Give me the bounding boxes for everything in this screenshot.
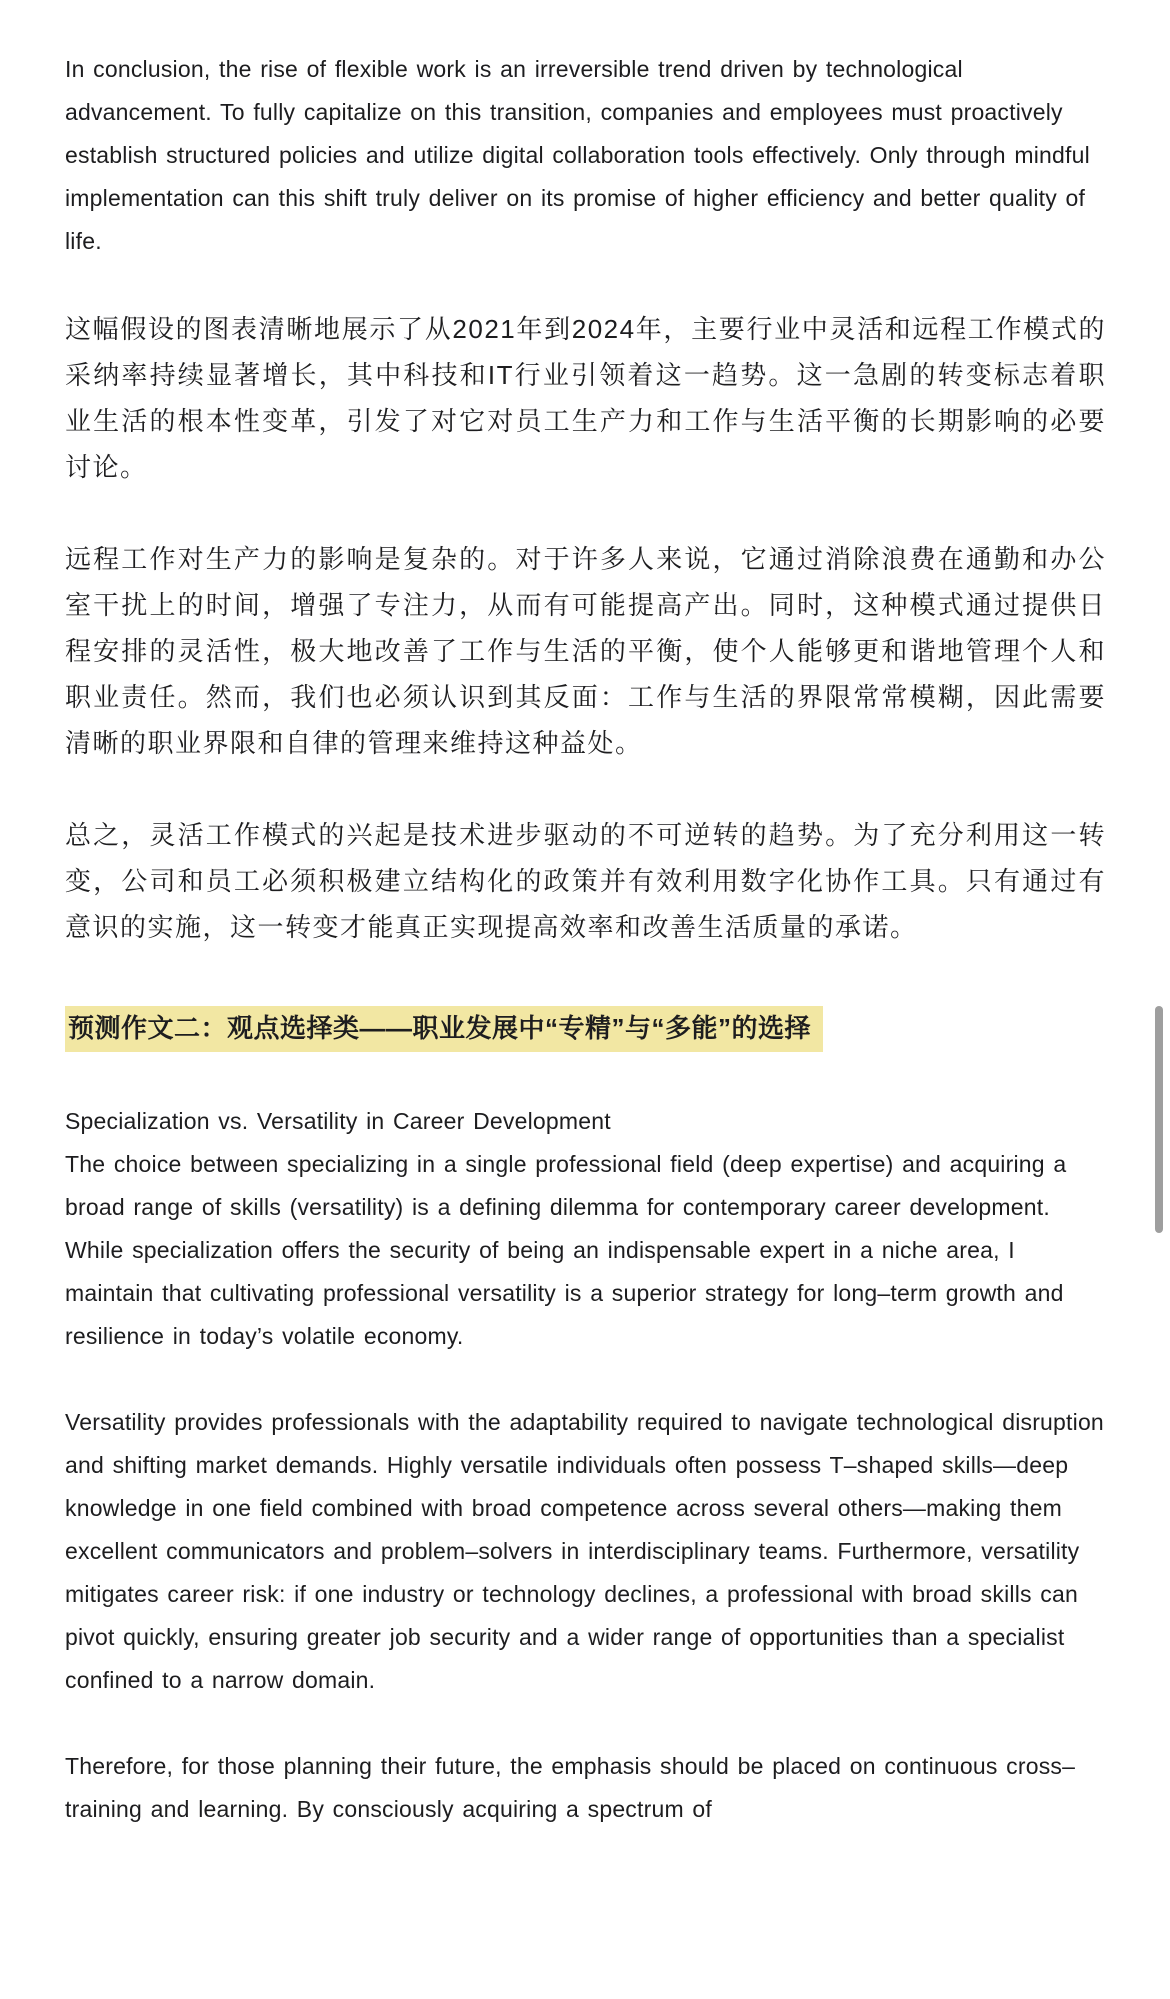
paragraph-zh-conclusion: 总之，灵活工作模式的兴起是技术进步驱动的不可逆转的趋势。为了充分利用这一转变，公司和员工必须积极建立结构化的政策并有效利用数字化协作工具。只有通过有意识的实施，这一转变才能真正实现提高效率和改善生活质量的承诺。 (65, 820, 1106, 942)
paragraph-zh-chart-summary: 这幅假设的图表清晰地展示了从2021年到2024年，主要行业中灵活和远程工作模式的采纳率持续显著增长，其中科技和IT行业引领着这一趋势。这一急剧的转变标志着职业生活的根本性变革，引发了对它对员工生产力和工作与生活平衡的长期影响的必要讨论。 (65, 314, 1106, 482)
paragraph-en-conclusion: In conclusion, the rise of flexible work is an irreversible trend driven by technological advancement. To fully capitalize on this transition, companies and employees must proactively establish structured policies and utilize digital collaboration tools effectively. Only through mindful implementation can this shift truly deliver on its promise of higher efficiency and better quality of life. (65, 56, 1090, 254)
paragraph-en-versatility: Versatility provides professionals with the adaptability required to navigate technological disruption and shifting market demands. Highly versatile individuals often possess T–shaped skills—deep knowledge in one field combined with broad competence across several others—making them excellent communicators and problem–solvers in interdisciplinary teams. Furthermore, versatility mitigates career risk: if one industry or technology declines, a professional with broad skills can pivot quickly, ensuring greater job security and a wider range of opportunities than a specialist confined to a narrow domain. (65, 1409, 1104, 1693)
essay-title: Specialization vs. Versatility in Career Development (65, 1108, 611, 1134)
section-heading (65, 1006, 1106, 1050)
paragraph-en-therefore: Therefore, for those planning their future, the emphasis should be placed on continuous cross–training and learning. By consciously acquiring a spectrum of (65, 1753, 1076, 1822)
scrollbar-thumb[interactable] (1155, 1006, 1163, 1233)
heading-highlight: 预测作文二：观点选择类——职业发展中“专精”与“多能”的选择 (65, 1006, 823, 1052)
paragraph-en-choice: The choice between specializing in a single professional field (deep expertise) and acquiring a broad range of skills (versatility) is a defining dilemma for contemporary career development. While specialization offers the security of being an indispensable expert in a niche area, I maintain that cultivating professional versatility is a superior strategy for long–term growth and resilience in today’s volatile economy. (65, 1151, 1067, 1349)
paragraph-zh-productivity: 远程工作对生产力的影响是复杂的。对于许多人来说，它通过消除浪费在通勤和办公室干扰上的时间，增强了专注力，从而有可能提高产出。同时，这种模式通过提供日程安排的灵活性，极大地改善了工作与生活的平衡，使个人能够更和谐地管理个人和职业责任。然而，我们也必须认识到其反面：工作与生活的界限常常模糊，因此需要清晰的职业界限和自律的管理来维持这种益处。 (65, 544, 1106, 758)
